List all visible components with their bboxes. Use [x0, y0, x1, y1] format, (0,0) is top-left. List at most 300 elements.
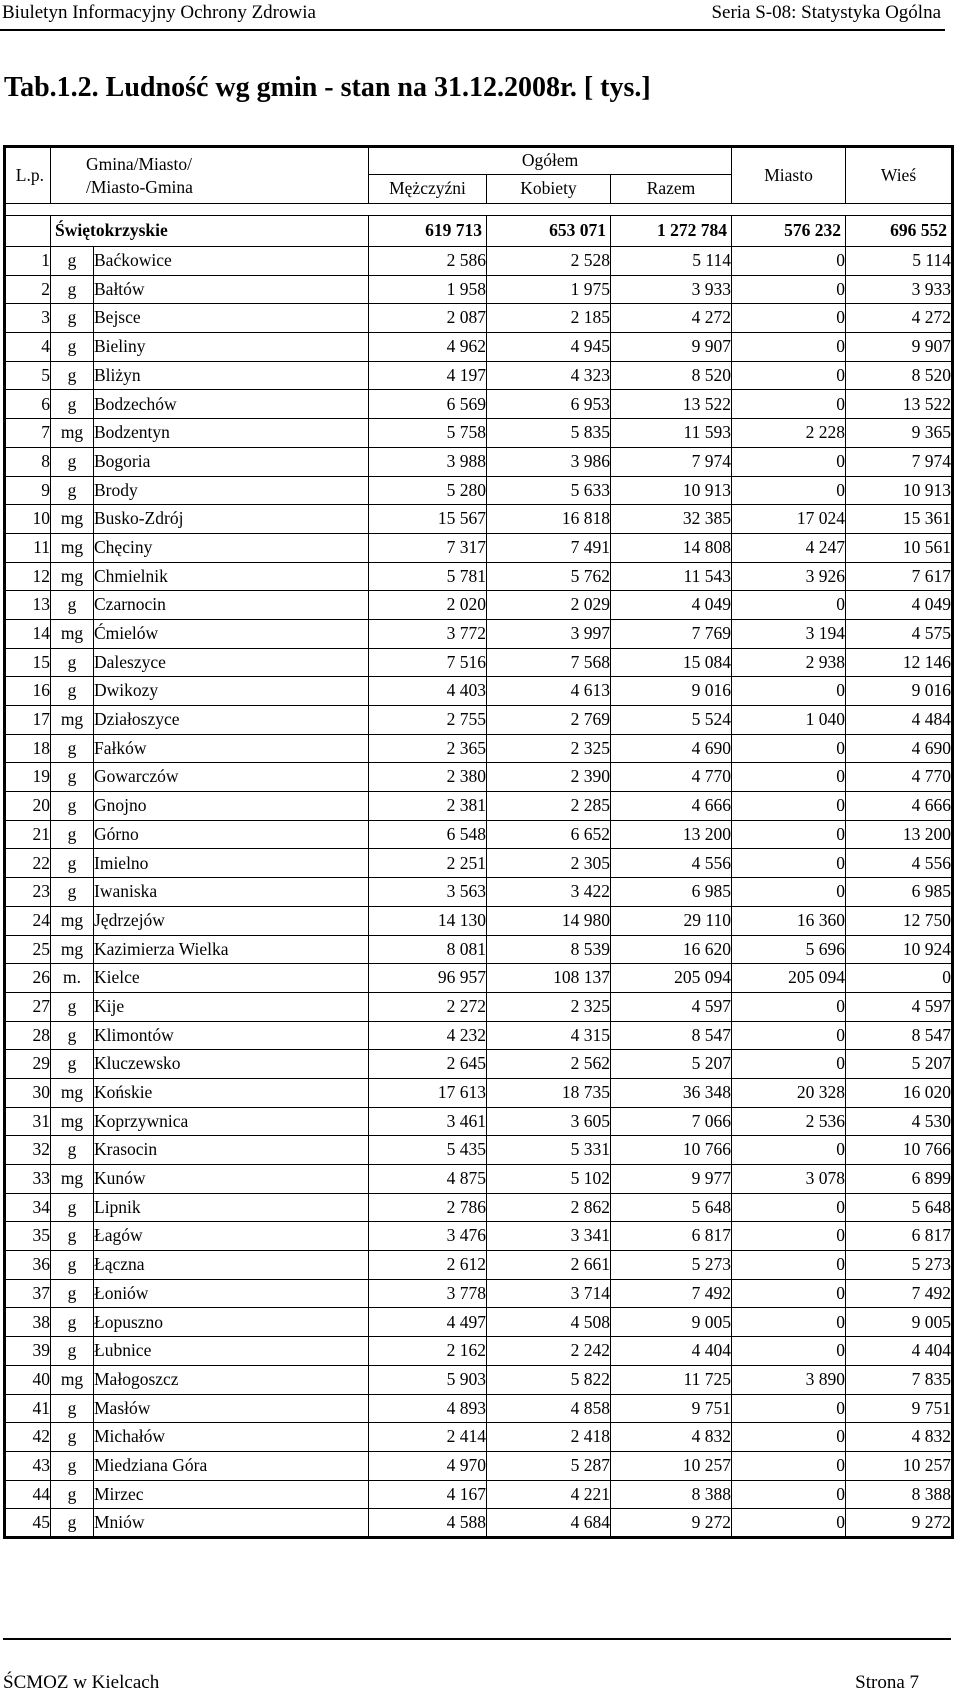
- row-city: 20 328: [732, 1078, 846, 1107]
- row-type: g: [51, 1337, 94, 1366]
- row-name: Bałtów: [94, 275, 369, 304]
- row-lp: 38: [5, 1308, 51, 1337]
- row-type: g: [51, 1394, 94, 1423]
- row-lp: 6: [5, 390, 51, 419]
- row-type: g: [51, 1308, 94, 1337]
- row-lp: 5: [5, 361, 51, 390]
- row-women: 3 997: [487, 619, 611, 648]
- row-women: 5 102: [487, 1165, 611, 1194]
- row-total: 7 769: [611, 619, 732, 648]
- row-village: 10 766: [846, 1136, 953, 1165]
- row-men: 2 365: [369, 734, 487, 763]
- row-village: 4 530: [846, 1107, 953, 1136]
- region-men: 619 713: [369, 216, 487, 247]
- row-lp: 37: [5, 1279, 51, 1308]
- row-village: 0: [846, 964, 953, 993]
- row-women: 3 986: [487, 447, 611, 476]
- row-men: 3 563: [369, 878, 487, 907]
- row-total: 8 520: [611, 361, 732, 390]
- row-type: g: [51, 849, 94, 878]
- row-village: 10 561: [846, 533, 953, 562]
- row-lp: 7: [5, 419, 51, 448]
- header-mezczyzni: Mężczyźni: [369, 175, 487, 204]
- table-row: [5, 247, 953, 276]
- row-women: 2 325: [487, 992, 611, 1021]
- row-total: 15 084: [611, 648, 732, 677]
- row-lp: 16: [5, 677, 51, 706]
- row-lp: 44: [5, 1480, 51, 1509]
- row-village: 5 648: [846, 1193, 953, 1222]
- row-total: 11 725: [611, 1365, 732, 1394]
- row-men: 3 988: [369, 447, 487, 476]
- row-lp: 8: [5, 447, 51, 476]
- table-row: [5, 1165, 953, 1194]
- table-row: [5, 1509, 953, 1538]
- region-total: 1 272 784: [611, 216, 732, 247]
- row-women: 2 661: [487, 1251, 611, 1280]
- header-publication-title: Biuletyn Informacyjny Ochrony Zdrowia: [2, 2, 316, 23]
- row-total: 9 016: [611, 677, 732, 706]
- row-village: 6 899: [846, 1165, 953, 1194]
- row-lp: 29: [5, 1050, 51, 1079]
- row-city: 0: [732, 992, 846, 1021]
- header-gmina: [51, 147, 369, 204]
- row-city: 0: [732, 476, 846, 505]
- row-lp: 39: [5, 1337, 51, 1366]
- row-city: 0: [732, 734, 846, 763]
- row-city: 2 536: [732, 1107, 846, 1136]
- table-row: [5, 1365, 953, 1394]
- row-men: 6 548: [369, 820, 487, 849]
- table-row: [5, 820, 953, 849]
- row-women: 4 684: [487, 1509, 611, 1538]
- row-type: g: [51, 247, 94, 276]
- row-village: 16 020: [846, 1078, 953, 1107]
- header-series-title: Seria S-08: Statystyka Ogólna: [711, 2, 941, 23]
- row-village: 4 597: [846, 992, 953, 1021]
- row-women: 108 137: [487, 964, 611, 993]
- row-lp: 31: [5, 1107, 51, 1136]
- row-total: 9 977: [611, 1165, 732, 1194]
- row-name: Łoniów: [94, 1279, 369, 1308]
- row-village: 9 272: [846, 1509, 953, 1538]
- row-men: 4 197: [369, 361, 487, 390]
- row-city: 0: [732, 763, 846, 792]
- row-village: 4 404: [846, 1337, 953, 1366]
- row-men: 7 317: [369, 533, 487, 562]
- row-women: 5 822: [487, 1365, 611, 1394]
- row-city: 0: [732, 1279, 846, 1308]
- row-village: 9 907: [846, 333, 953, 362]
- row-men: 14 130: [369, 906, 487, 935]
- row-city: 0: [732, 1251, 846, 1280]
- table-row: [5, 1423, 953, 1452]
- row-village: 10 924: [846, 935, 953, 964]
- row-city: 0: [732, 304, 846, 333]
- row-type: g: [51, 992, 94, 1021]
- row-women: 7 568: [487, 648, 611, 677]
- row-lp: 36: [5, 1251, 51, 1280]
- row-lp: 23: [5, 878, 51, 907]
- row-men: 5 903: [369, 1365, 487, 1394]
- row-city: 0: [732, 591, 846, 620]
- table-row: [5, 763, 953, 792]
- row-name: Małogoszcz: [94, 1365, 369, 1394]
- row-men: 4 970: [369, 1451, 487, 1480]
- row-women: 4 858: [487, 1394, 611, 1423]
- row-name: Masłów: [94, 1394, 369, 1423]
- row-type: g: [51, 878, 94, 907]
- region-city: 576 232: [732, 216, 846, 247]
- table-row: [5, 1251, 953, 1280]
- row-lp: 2: [5, 275, 51, 304]
- row-city: 3 890: [732, 1365, 846, 1394]
- row-village: 3 933: [846, 275, 953, 304]
- row-village: 12 146: [846, 648, 953, 677]
- row-city: 16 360: [732, 906, 846, 935]
- row-lp: 32: [5, 1136, 51, 1165]
- row-lp: 24: [5, 906, 51, 935]
- row-city: 5 696: [732, 935, 846, 964]
- row-village: 9 005: [846, 1308, 953, 1337]
- row-type: g: [51, 275, 94, 304]
- header-gmina-line2: /Miasto-Gmina: [86, 176, 193, 197]
- table-title: Tab.1.2. Ludność wg gmin - stan na 31.12.2008r. [ tys.]: [4, 72, 651, 103]
- table-row: [5, 1337, 953, 1366]
- row-village: 4 556: [846, 849, 953, 878]
- table-row: [5, 1308, 953, 1337]
- row-city: 0: [732, 849, 846, 878]
- table-row: [5, 591, 953, 620]
- row-men: 2 612: [369, 1251, 487, 1280]
- row-lp: 14: [5, 619, 51, 648]
- row-village: 5 207: [846, 1050, 953, 1079]
- row-men: 3 476: [369, 1222, 487, 1251]
- row-type: mg: [51, 1078, 94, 1107]
- row-type: mg: [51, 935, 94, 964]
- row-total: 5 114: [611, 247, 732, 276]
- row-total: 29 110: [611, 906, 732, 935]
- row-type: mg: [51, 706, 94, 735]
- row-name: Chmielnik: [94, 562, 369, 591]
- row-lp: 41: [5, 1394, 51, 1423]
- row-women: 3 341: [487, 1222, 611, 1251]
- row-village: 9 016: [846, 677, 953, 706]
- row-total: 36 348: [611, 1078, 732, 1107]
- row-lp: 28: [5, 1021, 51, 1050]
- table-row: [5, 1078, 953, 1107]
- row-city: 0: [732, 1136, 846, 1165]
- row-lp: 18: [5, 734, 51, 763]
- row-type: g: [51, 447, 94, 476]
- table-row: [5, 792, 953, 821]
- row-name: Daleszyce: [94, 648, 369, 677]
- row-men: 3 461: [369, 1107, 487, 1136]
- row-type: g: [51, 1050, 94, 1079]
- row-women: 3 422: [487, 878, 611, 907]
- row-women: 2 242: [487, 1337, 611, 1366]
- row-name: Kije: [94, 992, 369, 1021]
- row-city: 0: [732, 1394, 846, 1423]
- row-women: 2 562: [487, 1050, 611, 1079]
- row-lp: 40: [5, 1365, 51, 1394]
- row-women: 7 491: [487, 533, 611, 562]
- header-lp: L.p.: [5, 147, 51, 204]
- row-village: 7 835: [846, 1365, 953, 1394]
- row-village: 4 690: [846, 734, 953, 763]
- row-total: 9 907: [611, 333, 732, 362]
- row-type: m.: [51, 964, 94, 993]
- row-lp: 20: [5, 792, 51, 821]
- row-men: 4 893: [369, 1394, 487, 1423]
- row-village: 6 985: [846, 878, 953, 907]
- table-row: [5, 333, 953, 362]
- header-miasto: Miasto: [732, 147, 846, 204]
- row-name: Baćkowice: [94, 247, 369, 276]
- row-village: 13 200: [846, 820, 953, 849]
- row-name: Łagów: [94, 1222, 369, 1251]
- row-village: 9 751: [846, 1394, 953, 1423]
- row-name: Miedziana Góra: [94, 1451, 369, 1480]
- row-women: 3 605: [487, 1107, 611, 1136]
- table-row: [5, 1193, 953, 1222]
- row-men: 4 403: [369, 677, 487, 706]
- row-men: 3 772: [369, 619, 487, 648]
- row-type: mg: [51, 1107, 94, 1136]
- row-men: 2 272: [369, 992, 487, 1021]
- row-women: 4 315: [487, 1021, 611, 1050]
- row-village: 4 575: [846, 619, 953, 648]
- row-city: 0: [732, 1337, 846, 1366]
- row-men: 1 958: [369, 275, 487, 304]
- row-type: mg: [51, 619, 94, 648]
- row-women: 2 325: [487, 734, 611, 763]
- row-city: 0: [732, 1308, 846, 1337]
- row-name: Klimontów: [94, 1021, 369, 1050]
- header-razem: Razem: [611, 175, 732, 204]
- row-women: 14 980: [487, 906, 611, 935]
- row-name: Łączna: [94, 1251, 369, 1280]
- row-name: Iwaniska: [94, 878, 369, 907]
- row-name: Kielce: [94, 964, 369, 993]
- row-lp: 27: [5, 992, 51, 1021]
- table-row: [5, 390, 953, 419]
- row-women: 2 862: [487, 1193, 611, 1222]
- row-lp: 15: [5, 648, 51, 677]
- row-men: 4 588: [369, 1509, 487, 1538]
- row-type: g: [51, 1136, 94, 1165]
- table-row: [5, 706, 953, 735]
- table-row: [5, 275, 953, 304]
- row-women: 4 323: [487, 361, 611, 390]
- row-type: g: [51, 820, 94, 849]
- row-village: 7 492: [846, 1279, 953, 1308]
- row-lp: 10: [5, 505, 51, 534]
- row-total: 10 766: [611, 1136, 732, 1165]
- row-name: Kluczewsko: [94, 1050, 369, 1079]
- footer-organization: ŚCMOZ w Kielcach: [3, 1672, 160, 1693]
- row-village: 8 520: [846, 361, 953, 390]
- row-total: 9 005: [611, 1308, 732, 1337]
- row-lp: 17: [5, 706, 51, 735]
- row-name: Lipnik: [94, 1193, 369, 1222]
- row-type: g: [51, 361, 94, 390]
- table-row: [5, 1050, 953, 1079]
- row-city: 3 194: [732, 619, 846, 648]
- row-type: g: [51, 734, 94, 763]
- row-total: 5 524: [611, 706, 732, 735]
- row-city: 0: [732, 1021, 846, 1050]
- row-city: 0: [732, 1423, 846, 1452]
- row-name: Michałów: [94, 1423, 369, 1452]
- row-name: Bejsce: [94, 304, 369, 333]
- row-type: mg: [51, 906, 94, 935]
- row-men: 2 162: [369, 1337, 487, 1366]
- row-lp: 19: [5, 763, 51, 792]
- row-name: Końskie: [94, 1078, 369, 1107]
- row-city: 0: [732, 390, 846, 419]
- row-city: 0: [732, 247, 846, 276]
- row-total: 11 543: [611, 562, 732, 591]
- row-women: 3 714: [487, 1279, 611, 1308]
- row-name: Górno: [94, 820, 369, 849]
- row-village: 4 832: [846, 1423, 953, 1452]
- region-village: 696 552: [846, 216, 953, 247]
- row-name: Fałków: [94, 734, 369, 763]
- row-city: 0: [732, 1451, 846, 1480]
- row-men: 2 087: [369, 304, 487, 333]
- row-type: g: [51, 1021, 94, 1050]
- row-city: 0: [732, 792, 846, 821]
- row-village: 12 750: [846, 906, 953, 935]
- row-name: Działoszyce: [94, 706, 369, 735]
- row-village: 10 257: [846, 1451, 953, 1480]
- row-men: 2 380: [369, 763, 487, 792]
- row-type: g: [51, 677, 94, 706]
- row-type: g: [51, 763, 94, 792]
- row-village: 4 666: [846, 792, 953, 821]
- row-city: 0: [732, 1222, 846, 1251]
- row-men: 8 081: [369, 935, 487, 964]
- row-lp: 25: [5, 935, 51, 964]
- row-city: 0: [732, 820, 846, 849]
- row-men: 96 957: [369, 964, 487, 993]
- row-women: 2 029: [487, 591, 611, 620]
- row-men: 2 414: [369, 1423, 487, 1452]
- row-women: 4 945: [487, 333, 611, 362]
- table-row: [5, 304, 953, 333]
- row-men: 7 516: [369, 648, 487, 677]
- row-lp: 43: [5, 1451, 51, 1480]
- row-type: mg: [51, 505, 94, 534]
- row-women: 6 953: [487, 390, 611, 419]
- row-men: 2 020: [369, 591, 487, 620]
- row-type: g: [51, 1451, 94, 1480]
- row-name: Bodzentyn: [94, 419, 369, 448]
- row-total: 13 522: [611, 390, 732, 419]
- row-men: 4 167: [369, 1480, 487, 1509]
- row-women: 2 390: [487, 763, 611, 792]
- row-lp: 42: [5, 1423, 51, 1452]
- row-total: 6 985: [611, 878, 732, 907]
- row-type: mg: [51, 533, 94, 562]
- row-name: Chęciny: [94, 533, 369, 562]
- table-row: [5, 648, 953, 677]
- row-lp: 3: [5, 304, 51, 333]
- header-kobiety: Kobiety: [487, 175, 611, 204]
- row-type: mg: [51, 1365, 94, 1394]
- row-total: 4 404: [611, 1337, 732, 1366]
- row-type: g: [51, 1222, 94, 1251]
- row-type: mg: [51, 419, 94, 448]
- row-name: Bodzechów: [94, 390, 369, 419]
- table-row: [5, 419, 953, 448]
- row-name: Bliżyn: [94, 361, 369, 390]
- row-city: 17 024: [732, 505, 846, 534]
- row-total: 4 597: [611, 992, 732, 1021]
- row-men: 4 962: [369, 333, 487, 362]
- table-row: [5, 1136, 953, 1165]
- row-type: g: [51, 591, 94, 620]
- row-men: 4 875: [369, 1165, 487, 1194]
- row-village: 15 361: [846, 505, 953, 534]
- row-total: 4 690: [611, 734, 732, 763]
- table-row: [5, 1222, 953, 1251]
- header-wies: Wieś: [846, 147, 953, 204]
- row-name: Łubnice: [94, 1337, 369, 1366]
- region-total-row: [5, 216, 953, 247]
- table-row: [5, 734, 953, 763]
- row-women: 2 418: [487, 1423, 611, 1452]
- row-village: 4 484: [846, 706, 953, 735]
- row-name: Krasocin: [94, 1136, 369, 1165]
- row-city: 2 938: [732, 648, 846, 677]
- row-type: g: [51, 792, 94, 821]
- row-lp: 33: [5, 1165, 51, 1194]
- header-ogolem: Ogółem: [369, 147, 732, 175]
- row-village: 7 617: [846, 562, 953, 591]
- table-row: [5, 447, 953, 476]
- row-women: 2 305: [487, 849, 611, 878]
- row-men: 5 435: [369, 1136, 487, 1165]
- row-total: 9 751: [611, 1394, 732, 1423]
- row-women: 18 735: [487, 1078, 611, 1107]
- row-name: Bieliny: [94, 333, 369, 362]
- row-village: 10 913: [846, 476, 953, 505]
- row-total: 5 207: [611, 1050, 732, 1079]
- row-total: 8 388: [611, 1480, 732, 1509]
- region-name: Świętokrzyskie: [51, 216, 369, 247]
- row-lp: 30: [5, 1078, 51, 1107]
- row-type: g: [51, 1423, 94, 1452]
- table-row: [5, 1279, 953, 1308]
- table-row: [5, 878, 953, 907]
- table-row: [5, 906, 953, 935]
- row-name: Ćmielów: [94, 619, 369, 648]
- row-lp: 13: [5, 591, 51, 620]
- row-total: 3 933: [611, 275, 732, 304]
- row-name: Mirzec: [94, 1480, 369, 1509]
- row-type: g: [51, 304, 94, 333]
- row-total: 11 593: [611, 419, 732, 448]
- row-name: Brody: [94, 476, 369, 505]
- table-row: [5, 849, 953, 878]
- row-women: 5 762: [487, 562, 611, 591]
- row-total: 4 049: [611, 591, 732, 620]
- row-women: 8 539: [487, 935, 611, 964]
- table-row: [5, 964, 953, 993]
- table-row: [5, 619, 953, 648]
